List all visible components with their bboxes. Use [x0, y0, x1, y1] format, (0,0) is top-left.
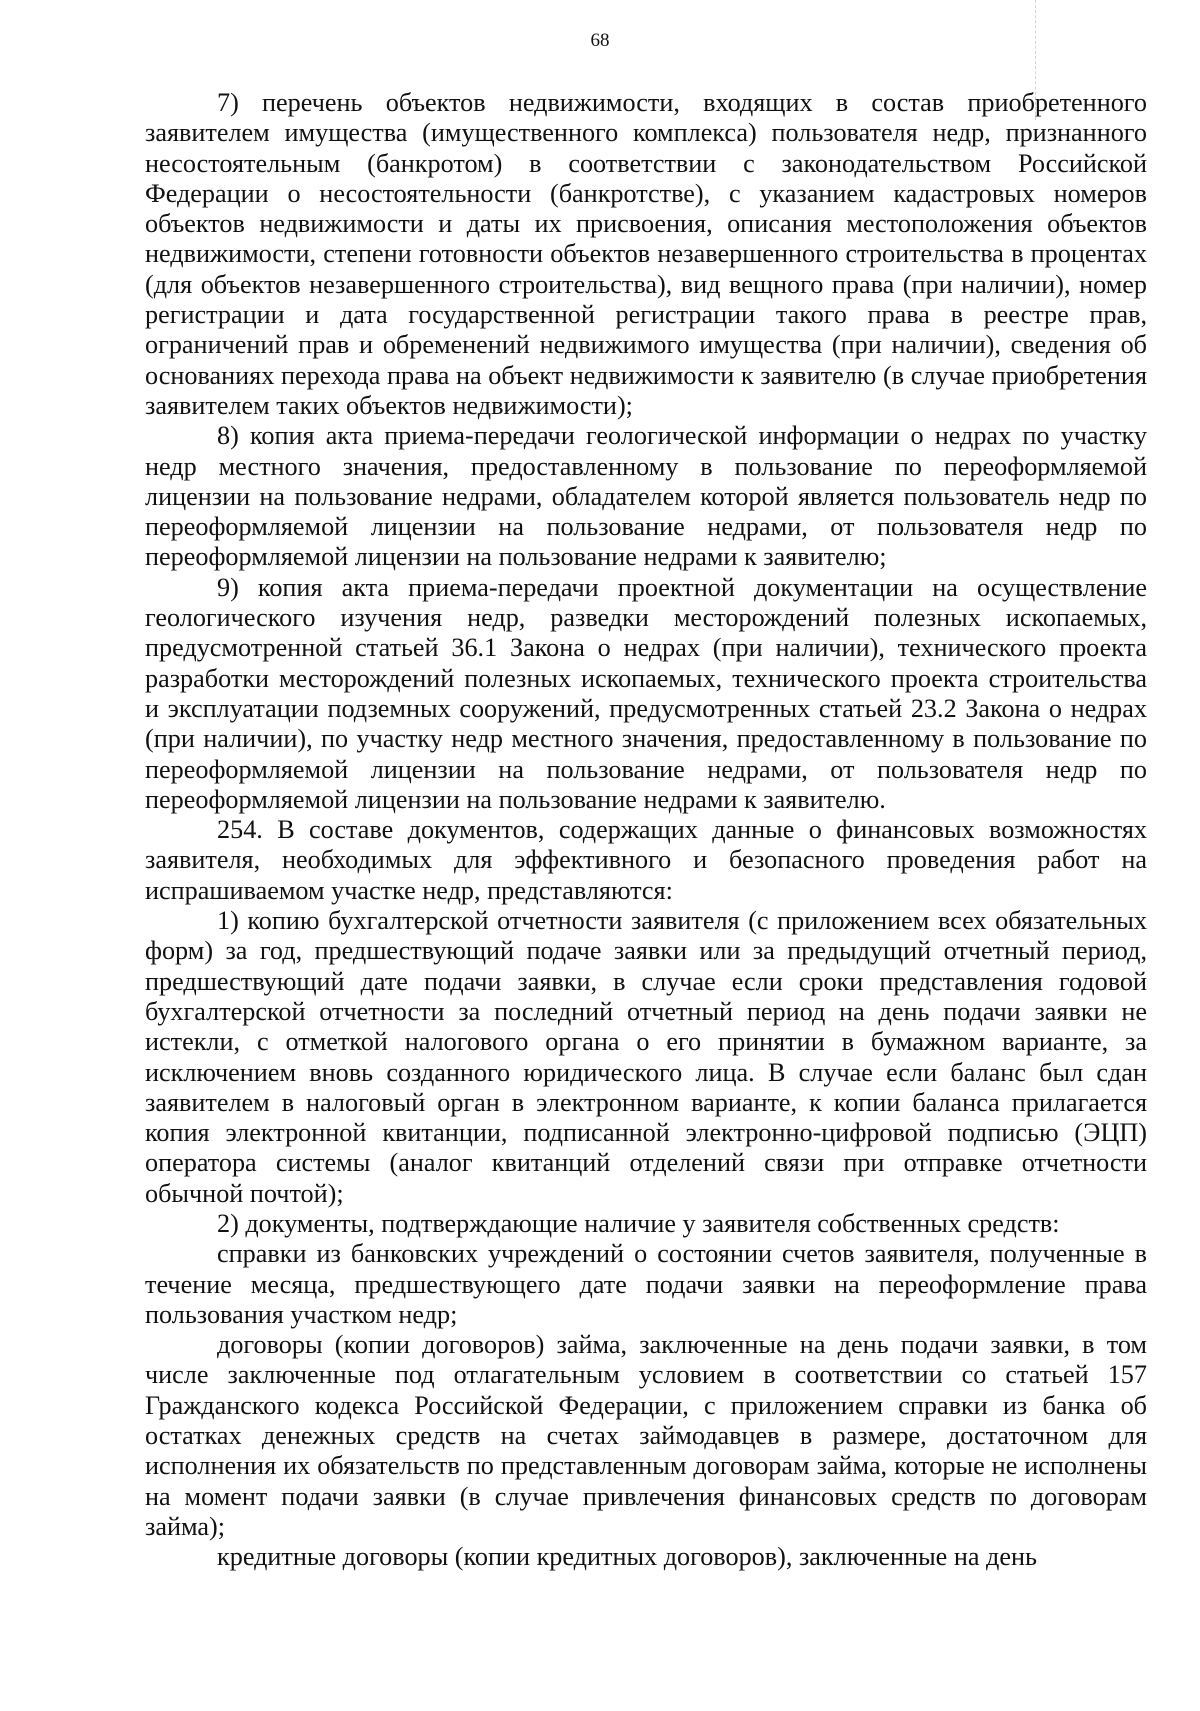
paragraph-item-8: 8) копия акта приема-передачи геологической информации о недрах по участку недр местного значения, предоставленному в пользование по переоформляемой лицензии на пользование недрами, обладателем которой является пользователь недр по переоформляемой лицензии на пользование недрами, от пользователя недр по переоформляемой лицензии на пользование недрами к заявителю; — [145, 421, 1147, 572]
paragraph-sub-1: 1) копию бухгалтерской отчетности заявителя (с приложением всех обязательных форм) за год, предшествующий подаче заявки или за предыдущий отчетный период, предшествующий дате подачи заявки, в случае если сроки представления годовой бухгалтерской отчетности за последний отчетный период на день подачи заявки не истекли, с отметкой налогового органа о его принятии в бумажном варианте, за исключением вновь созданного юридического лица. В случае если баланс был сдан заявителем в налоговый орган в электронном варианте, к копии баланса прилагается копия электронной квитанции, подписанной электронно-цифровой подписью (ЭЦП) оператора системы (аналог квитанций отделений связи при отправке отчетности обычной почтой); — [145, 906, 1147, 1208]
paragraph-sub-2: 2) документы, подтверждающие наличие у заявителя собственных средств: — [217, 1208, 1060, 1238]
paragraph-item-7: 7) перечень объектов недвижимости, входящих в состав приобретенного заявителем имущества (имущественного комплекса) пользователя недр, признанного несостоятельным (банкротом) в соответствии с законодательством Российской Федерации о несостоятельности (банкротстве), с указанием кадастровых номеров объектов недвижимости и даты их присвоения, описания местоположения объектов недвижимости, степени готовности объектов незавершенного строительства в процентах (для объектов незавершенного строительства), вид вещного права (при наличии), номер регистрации и дата государственной регистрации такого права в реестре прав, ограничений прав и обременений недвижимого имущества (при наличии), сведения об основаниях перехода права на объект недвижимости к заявителю (в случае приобретения заявителем таких объектов недвижимости); — [145, 88, 1147, 420]
page-number: 68 — [590, 30, 610, 51]
paragraph-section-254: 254. В составе документов, содержащих данные о финансовых возможностях заявителя, необходимых для эффективного и безопасного проведения работ на испрашиваемом участке недр, представляются: — [145, 815, 1147, 905]
paragraph-loan-agreements: договоры (копии договоров) займа, заключенные на день подачи заявки, в том числе заключенные под отлагательным условием в соответствии со статьей 157 Гражданского кодекса Российской Федерации, с приложением справки из банка об остатках денежных средств на счетах займодавцев в размере, достаточном для исполнения их обязательств по представленным договорам займа, которые не исполнены на момент подачи заявки (в случае привлечения финансовых средств по договорам займа); — [145, 1330, 1147, 1541]
paragraph-credit-agreements: кредитные договоры (копии кредитных договоров), заключенные на день — [217, 1542, 1037, 1572]
paragraph-item-9: 9) копия акта приема-передачи проектной документации на осуществление геологического изучения недр, разведки месторождений полезных ископаемых, предусмотренной статьей 36.1 Закона о недрах (при наличии), технического проекта разработки месторождений полезных ископаемых, технического проекта строительства и эксплуатации подземных сооружений, предусмотренных статьей 23.2 Закона о недрах (при наличии), по участку недр местного значения, предоставленному в пользование по переоформляемой лицензии на пользование недрами, от пользователя недр по переоформляемой лицензии на пользование недрами к заявителю. — [145, 572, 1147, 814]
paragraph-bank-statements: справки из банковских учреждений о состоянии счетов заявителя, полученные в течение месяца, предшествующего дате подачи заявки на переоформление права пользования участком недр; — [145, 1239, 1147, 1329]
document-body — [145, 88, 1147, 1573]
